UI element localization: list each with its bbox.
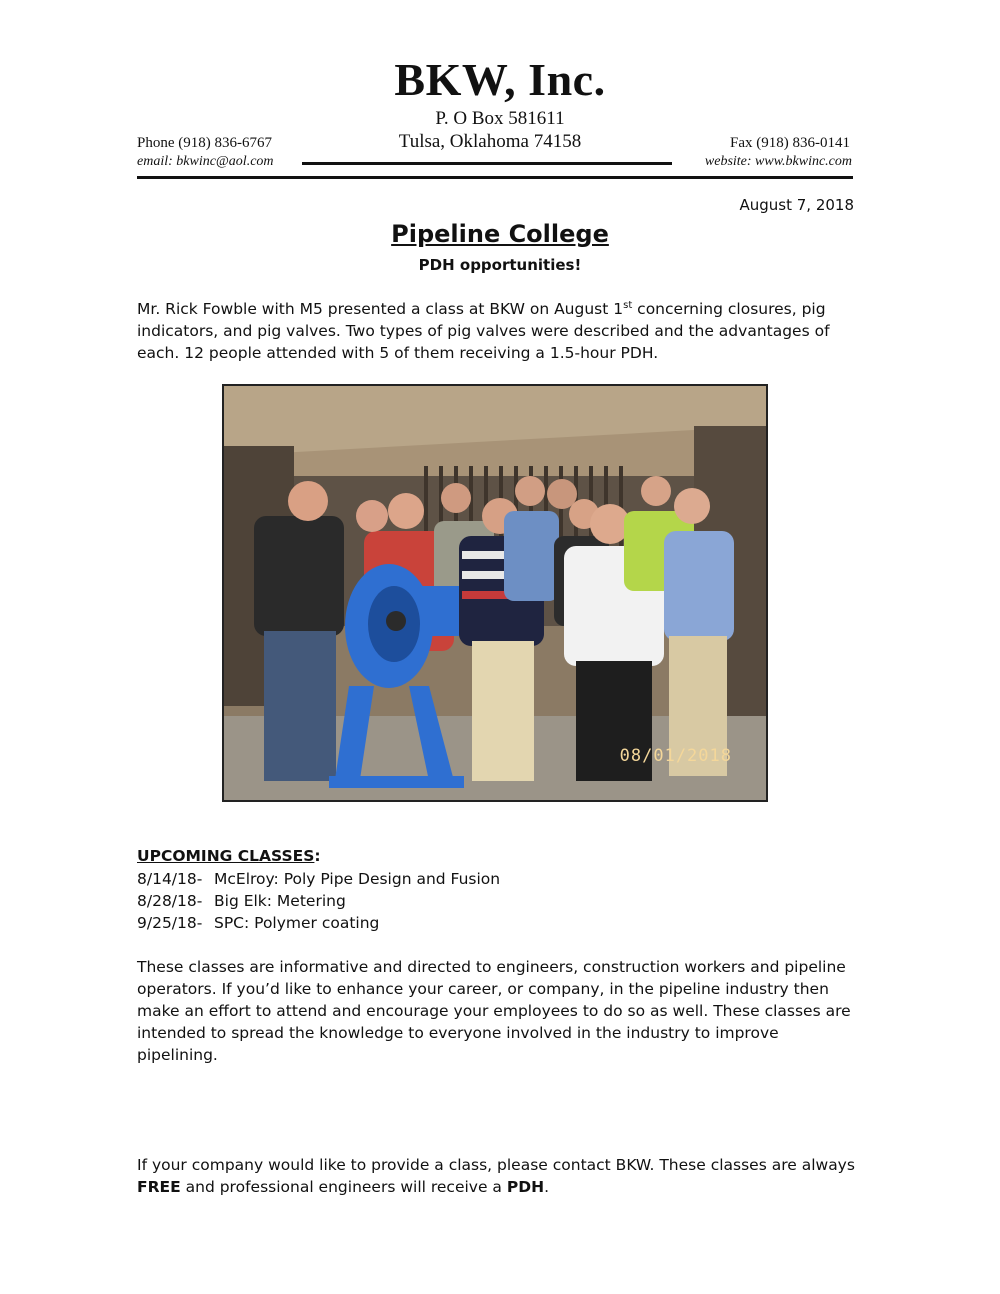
- document-title: Pipeline College: [391, 220, 609, 248]
- class-date: 8/14/18-: [137, 870, 203, 888]
- letter-date: August 7, 2018: [739, 196, 854, 214]
- closing-text-1: If your company would like to provide a class, please contact BKW. These classes are always: [137, 1156, 855, 1174]
- letterhead-divider-short: [302, 162, 672, 165]
- po-box: P. O Box 581611: [435, 108, 565, 129]
- photo-date-stamp: 08/01/2018: [619, 746, 732, 766]
- phone-number: Phone (918) 836-6767: [137, 135, 272, 151]
- intro-text-end: concerning closures, pig indicators, and pig valves. Two types of pig valves were described and the advantages of each. 12 people attended with 5 of them receiving a 1.5-hour PDH.: [137, 300, 830, 362]
- group-photo-image: [224, 386, 766, 800]
- closing-paragraph: [137, 1154, 857, 1198]
- class-item: [137, 868, 500, 890]
- class-description: SPC: Polymer coating: [214, 914, 380, 932]
- email-address: email: bkwinc@aol.com: [137, 154, 274, 169]
- ordinal-suffix: st: [623, 299, 633, 311]
- class-item: [137, 912, 500, 934]
- class-description: Big Elk: Metering: [214, 892, 346, 910]
- heading-colon: :: [314, 847, 321, 865]
- group-photo: [222, 384, 768, 802]
- free-emphasis: FREE: [137, 1178, 181, 1196]
- class-date: 8/28/18-: [137, 892, 203, 910]
- upcoming-classes-heading: [137, 845, 321, 867]
- info-paragraph: These classes are informative and directed to engineers, construction workers and pipeline operators. If you’d like to enhance your career, or company, in the pipeline industry then make an effort to attend and encourage your employees to do so as well. These classes are intended to spread the knowledge to everyone involved in the industry to improve pipelining.: [137, 958, 851, 1064]
- company-name: BKW, Inc.: [394, 54, 606, 105]
- document-subtitle: PDH opportunities!: [418, 256, 582, 274]
- closing-text-3: .: [544, 1178, 549, 1196]
- class-list: [137, 868, 500, 934]
- class-item: [137, 890, 500, 912]
- pdh-emphasis: PDH: [506, 1178, 545, 1196]
- website-address: website: www.bkwinc.com: [704, 154, 852, 169]
- class-date: 9/25/18-: [137, 914, 203, 932]
- city-state-zip: Tulsa, Oklahoma 74158: [398, 131, 582, 152]
- fax-number: Fax (918) 836-0141: [730, 135, 850, 151]
- intro-paragraph: [137, 298, 857, 364]
- letterhead-divider: [137, 176, 853, 179]
- closing-text-2: and professional engineers will receive a: [180, 1178, 507, 1196]
- intro-text-start: Mr. Rick Fowble with M5 presented a class at BKW on August 1: [137, 300, 624, 318]
- upcoming-classes-heading-text: UPCOMING CLASSES: [137, 847, 315, 865]
- class-description: McElroy: Poly Pipe Design and Fusion: [214, 870, 501, 888]
